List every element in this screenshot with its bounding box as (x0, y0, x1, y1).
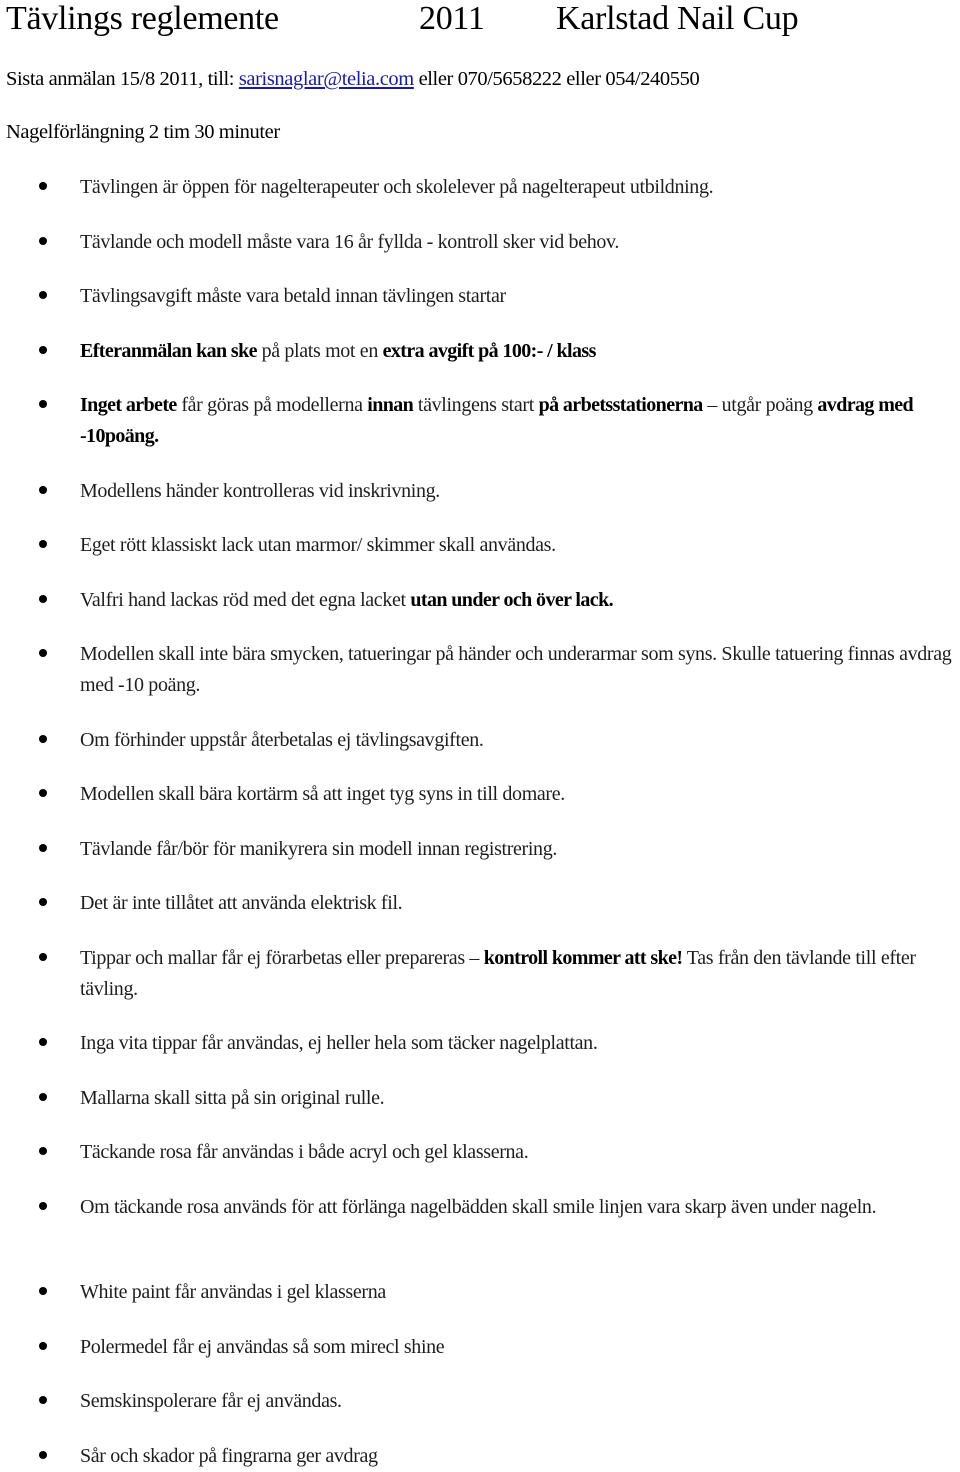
rule-text (80, 227, 960, 258)
bullet-icon (39, 844, 47, 852)
bullet-icon (39, 789, 47, 797)
rule-text-segment: Semskinspolerare får ej användas. (80, 1390, 342, 1412)
bullet-icon (39, 346, 47, 354)
registration-deadline (6, 66, 699, 92)
rule-text (80, 834, 960, 865)
rule-text (80, 1332, 960, 1363)
rule-text-bold: Inget arbete (80, 394, 177, 416)
rule-text-segment: Tippar och mallar får ej förarbetas eller prepareras – (80, 947, 484, 969)
rule-text-bold: Efteranmälan kan ske (80, 340, 257, 362)
rule-text-segment: Tävlingsavgift måste vara betald innan tävlingen startar (80, 285, 506, 307)
rule-text (80, 888, 960, 919)
rule-text (80, 779, 960, 810)
bullet-icon (39, 898, 47, 906)
rule-text-bold: extra avgift på 100:- / klass (382, 340, 596, 362)
rule-text-segment: Valfri hand lackas röd med det egna lacket (80, 589, 411, 611)
rule-text-segment: White paint får användas i gel klasserna (80, 1281, 386, 1303)
rule-text (80, 725, 960, 756)
rule-text (80, 1277, 960, 1308)
rule-text (80, 639, 960, 701)
bullet-icon (39, 291, 47, 299)
title-text: Tävlings reglemente (6, 0, 279, 37)
rule-text-segment: Om förhinder uppstår återbetalas ej tävlingsavgiften. (80, 729, 484, 751)
bullet-icon (39, 400, 47, 408)
rule-text (80, 281, 960, 312)
rule-text (80, 1028, 960, 1059)
rule-text-segment: på plats mot en (256, 340, 383, 362)
bullet-icon (39, 649, 47, 657)
deadline-phone-numbers: eller 070/5658222 eller 054/240550 (418, 68, 700, 90)
rule-text-segment: Tas från den tävlande till efter tävling. (80, 947, 916, 1000)
rule-text (80, 476, 960, 507)
rule-text-segment: får göras på modellerna (176, 394, 368, 416)
rule-text (80, 1083, 960, 1114)
rule-text (80, 1137, 960, 1168)
rule-text-segment: Polermedel får ej användas så som mirecl shine (80, 1336, 445, 1358)
bullet-icon (39, 953, 47, 961)
bullet-icon (39, 486, 47, 494)
bullet-icon (39, 1396, 47, 1404)
bullet-icon (39, 1093, 47, 1101)
rule-text-segment: Om täckande rosa används för att förlänga nagelbädden skall smile linjen vara skarp även under nageln. (80, 1196, 877, 1218)
bullet-icon (39, 1038, 47, 1046)
deadline-prefix: Sista anmälan 15/8 2011, till: (6, 68, 235, 90)
rule-text-segment: Modellen skall inte bära smycken, tatueringar på händer och underarmar som syns. Skulle tatuering finnas avdrag med -10 poäng. (80, 643, 952, 696)
duration-heading: Nagelförlängning 2 tim 30 minuter (6, 121, 280, 143)
rule-text-segment: Tävlande får/bör för manikyrera sin modell innan registrering. (80, 838, 558, 860)
rule-text-segment: – utgår poäng (702, 394, 818, 416)
rule-text (80, 585, 960, 616)
rule-text (80, 1386, 960, 1417)
rule-text-segment: Modellen skall bära kortärm så att inget tyg syns in till domare. (80, 783, 565, 805)
bullet-icon (39, 595, 47, 603)
rule-text-bold: på arbetsstationerna (538, 394, 703, 416)
rule-text-bold: kontroll kommer att ske! (483, 947, 683, 969)
bullet-icon (39, 237, 47, 245)
bullet-icon (39, 1147, 47, 1155)
rule-text-bold: utan under och över lack. (410, 589, 613, 611)
rule-text (80, 530, 960, 561)
rule-text-segment: Tävlingen är öppen för nagelterapeuter och skolelever på nagelterapeut utbildning. (80, 176, 714, 198)
rule-text-segment: Inga vita tippar får användas, ej heller hela som täcker nagelplattan. (80, 1032, 598, 1054)
rule-text (80, 943, 960, 1005)
rule-text-segment: Sår och skador på fingrarna ger avdrag (80, 1445, 378, 1467)
contact-email-link[interactable]: sarisnaglar@telia.com (238, 68, 414, 90)
bullet-icon (39, 182, 47, 190)
bullet-icon (39, 1287, 47, 1295)
rule-text-segment: Det är inte tillåtet att använda elektrisk fil. (80, 892, 403, 914)
rule-text (80, 172, 960, 203)
bullet-icon (39, 540, 47, 548)
title-event-name: Karlstad Nail Cup (556, 0, 799, 37)
rule-text-segment: Täckande rosa får användas i både acryl och gel klasserna. (80, 1141, 529, 1163)
rule-text-bold: avdrag med -10poäng. (80, 394, 914, 447)
rule-text-segment: Tävlande och modell måste vara 16 år fyllda - kontroll sker vid behov. (80, 231, 620, 253)
rule-text (80, 1192, 960, 1223)
rule-text-segment: Modellens händer kontrolleras vid inskrivning. (80, 480, 440, 502)
rule-text (80, 1441, 960, 1472)
bullet-icon (39, 1342, 47, 1350)
bullet-icon (39, 1451, 47, 1459)
rule-text (80, 336, 960, 367)
rule-text-segment: Eget rött klassiskt lack utan marmor/ skimmer skall användas. (80, 534, 556, 556)
bullet-icon (39, 735, 47, 743)
rule-text-bold: innan (367, 394, 414, 416)
rule-text (80, 390, 960, 452)
bullet-icon (39, 1202, 47, 1210)
title-year: 2011 (419, 0, 485, 37)
rule-text-segment: Mallarna skall sitta på sin original rulle. (80, 1087, 385, 1109)
rule-text-segment: tävlingens start (413, 394, 539, 416)
